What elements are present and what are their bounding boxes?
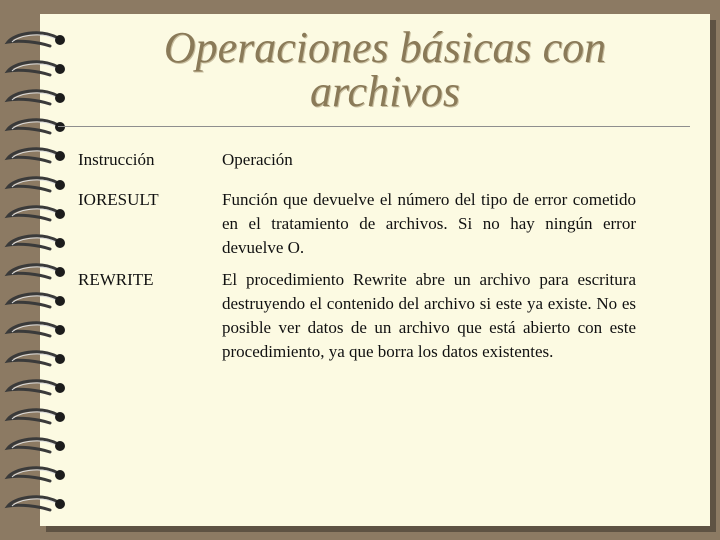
operation-cell: El procedimiento Rewrite abre un archivo para escritura destruyendo el contenido del archivo si este ya existe. No es posible ver datos de un archivo que está abierto con este procedimiento, ya que borra los datos existentes.: [222, 270, 636, 361]
table-row: [78, 268, 638, 364]
operation-cell: Función que devuelve el número del tipo de error cometido en el tratamiento de archivos. Si no hay ningún error devuelve O.: [222, 190, 636, 257]
header-instruction: Instrucción: [78, 150, 155, 169]
operations-table: [78, 148, 638, 372]
binding-ring: [8, 497, 65, 510]
binding-ring: [8, 207, 65, 220]
binding-ring: [8, 265, 65, 278]
binding-ring: [8, 468, 65, 481]
header-operation: Operación: [222, 150, 293, 169]
binding-ring: [8, 439, 65, 452]
binding-ring: [8, 33, 65, 46]
binding-ring: [8, 62, 65, 75]
instruction-cell: REWRITE: [78, 270, 154, 289]
binding-ring: [8, 294, 65, 307]
binding-ring: [8, 236, 65, 249]
instruction-cell: IORESULT: [78, 190, 159, 209]
binding-ring: [8, 178, 65, 191]
table-header-row: [78, 148, 638, 180]
table-row: [78, 188, 638, 260]
slide-title: [80, 23, 690, 116]
title-line-1: Operaciones básicas con: [163, 23, 607, 72]
spiral-binding-icon: [0, 0, 80, 540]
binding-ring: [8, 149, 65, 162]
binding-ring: [8, 352, 65, 365]
binding-ring: [8, 410, 65, 423]
binding-ring: [8, 381, 65, 394]
binding-ring: [8, 323, 65, 336]
binding-ring: [8, 120, 65, 133]
title-divider: [58, 126, 690, 127]
title-line-2: archivos: [310, 67, 460, 116]
binding-ring: [8, 91, 65, 104]
